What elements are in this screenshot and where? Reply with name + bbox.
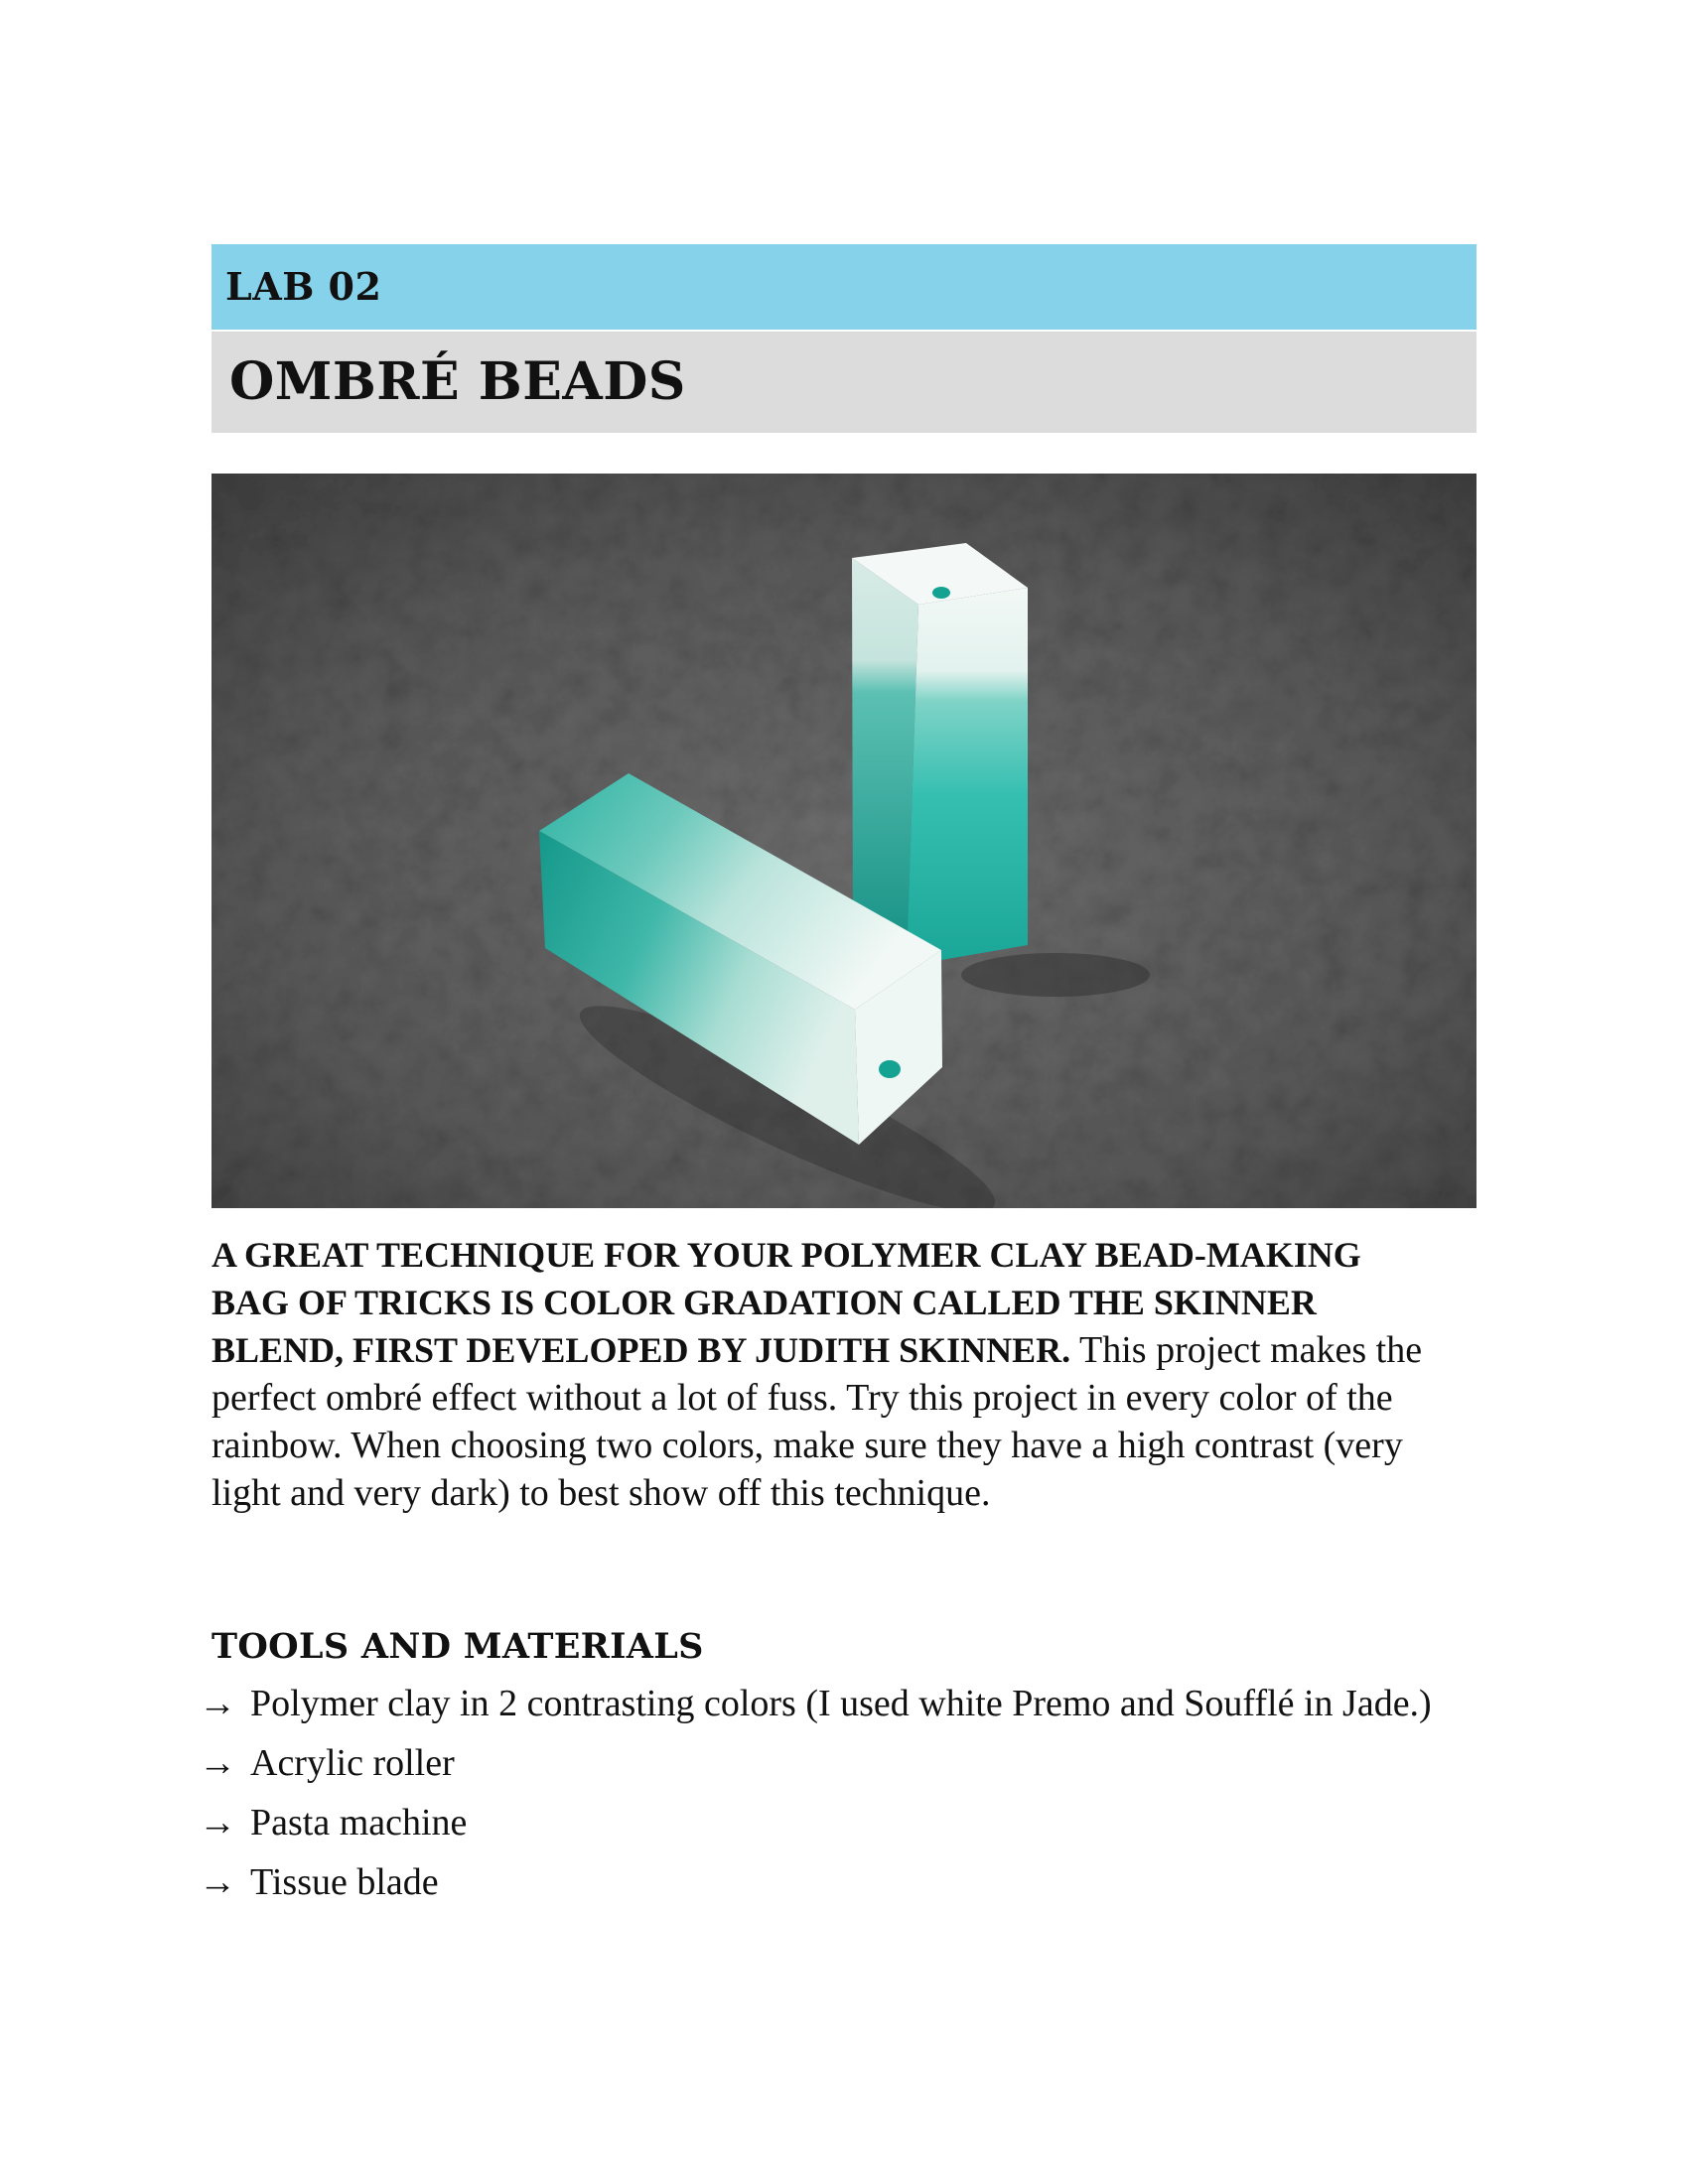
list-item [199,1739,1479,1787]
arrow-icon: → [199,1802,236,1843]
arrow-icon: → [199,1861,236,1903]
lab-header-bar [211,244,1477,330]
standing-bead [852,543,1028,966]
list-item [199,1858,1479,1906]
intro-paragraph [211,1231,1443,1517]
lab-label: LAB 02 [225,264,382,309]
tools-heading: TOOLS AND MATERIALS [211,1626,704,1667]
list-item [199,1680,1479,1727]
list-item-text: Polymer clay in 2 contrasting colors (I used white Premo and Soufflé in Jade.) [250,1683,1432,1724]
page-title: OMBRÉ BEADS [229,351,686,412]
list-item-text: Acrylic roller [250,1742,455,1784]
list-item-text: Tissue blade [250,1861,439,1903]
arrow-icon: → [199,1683,236,1724]
list-item [199,1799,1479,1846]
list-item-text: Pasta machine [250,1802,468,1843]
title-header-bar [211,332,1477,433]
ombre-beads-photo [211,474,1477,1208]
arrow-icon: → [199,1742,236,1784]
intro-lead: A GREAT TECHNIQUE FOR YOUR POLYMER CLAY BEAD-MAKING BAG OF TRICKS IS COLOR GRADATION CALLED THE SKINNER BLEND, FIRST DEVELOPED BY JUDITH SKINNER. [211,1235,1361,1370]
materials-list [199,1680,1479,1918]
intro-body: This project makes the perfect ombré effect without a lot of fuss. Try this project in every color of the rainbow. When choosing two colors, make sure they have a high contrast (very light and very dark) to best show off this technique. [211,1329,1423,1514]
